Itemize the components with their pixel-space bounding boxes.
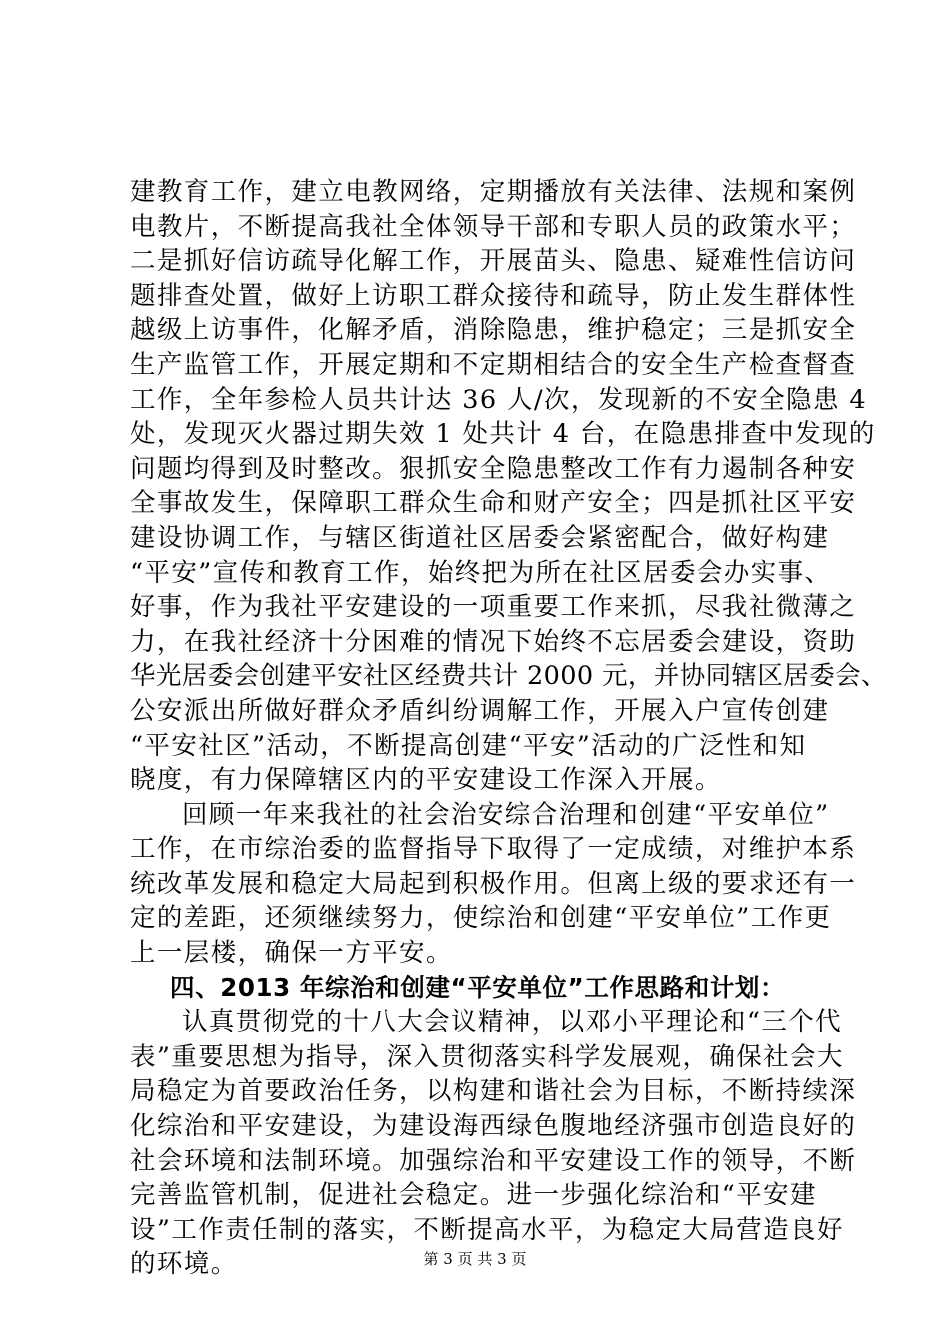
- text-line: 力，在我社经济十分困难的情况下始终不忘居委会建设，资助: [130, 626, 857, 657]
- text-line: 建教育工作，建立电教网络，定期播放有关法律、法规和案例: [130, 177, 857, 207]
- text-line: 建设协调工作，与辖区街道社区居委会紧密配合，做好构建: [130, 522, 830, 553]
- text-line: 工作，在市综治委的监督指导下取得了一定成绩，对维护本系: [130, 834, 857, 865]
- document-body: [130, 175, 887, 1282]
- text-line: 电教片，不断提高我社全体领导干部和专职人员的政策水平；: [130, 211, 857, 242]
- text-line: 题排查处置，做好上访职工群众接待和疏导，防止发生群体性: [130, 280, 857, 311]
- text-line: 局稳定为首要政治任务，以构建和谐社会为目标，不断持续深: [130, 1076, 857, 1107]
- text-line: 设”工作责任制的落实，不断提高水平，为稳定大局营造良好: [130, 1214, 844, 1245]
- text-line: “平安社区”活动，不断提高创建“平安”活动的广泛性和知: [130, 730, 807, 761]
- text-line: 完善监管机制，促进社会稳定。进一步强化综治和“平安建: [130, 1180, 817, 1211]
- text-line: 越级上访事件，化解矛盾，消除隐患，维护稳定；三是抓安全: [130, 315, 857, 346]
- text-line: 处，发现灭火器过期失效 1 处共计 4 台，在隐患排查中发现的: [130, 419, 876, 450]
- text-line: 好事，作为我社平安建设的一项重要工作来抓，尽我社微薄之: [130, 592, 857, 623]
- text-line: 晓度，有力保障辖区内的平安建设工作深入开展。: [130, 765, 722, 796]
- text-line: 统改革发展和稳定大局起到积极作用。但离上级的要求还有一: [130, 868, 857, 899]
- text-line: “平安”宣传和教育工作，始终把为所在社区居委会办实事、: [130, 557, 832, 588]
- text-line: 上一层楼，确保一方平安。: [130, 938, 453, 969]
- text-line: 表”重要思想为指导，深入贯彻落实科学发展观，确保社会大: [130, 1041, 844, 1072]
- text-line: 社会环境和法制环境。加强综治和平安建设工作的领导，不断: [130, 1145, 857, 1176]
- text-line: 二是抓好信访疏导化解工作，开展苗头、隐患、疑难性信访问: [130, 246, 857, 277]
- text-line: 定的差距，还须继续努力，使综治和创建“平安单位”工作更: [130, 903, 832, 934]
- paragraph-first-line: 回顾一年来我社的社会治安综合治理和创建“平安单位”: [182, 799, 830, 830]
- text-line: 的环境。: [130, 1249, 238, 1280]
- text-line: 问题均得到及时整改。狠抓安全隐患整改工作有力遏制各种安: [130, 453, 857, 484]
- paragraph-first-line: 认真贯彻党的十八大会议精神，以邓小平理论和“三个代: [182, 1007, 843, 1038]
- section-heading: 四、2013 年综治和创建“平安单位”工作思路和计划：: [170, 972, 786, 1002]
- text-line: 公安派出所做好群众矛盾纠纷调解工作，开展入户宣传创建: [130, 695, 830, 726]
- text-line: 华光居委会创建平安社区经费共计 2000 元，并协同辖区居委会、: [130, 661, 887, 692]
- text-line: 全事故发生，保障职工群众生命和财产安全；四是抓社区平安: [130, 488, 857, 519]
- text-line: 生产监管工作，开展定期和不定期相结合的安全生产检查督查: [130, 349, 857, 380]
- text-line: 工作，全年参检人员共计达 36 人/次，发现新的不安全隐患 4: [130, 384, 867, 415]
- text-line: 化综治和平安建设，为建设海西绿色腹地经济强市创造良好的: [130, 1111, 857, 1142]
- page-number-footer: 第 3 页 共 3 页: [423, 1250, 527, 1268]
